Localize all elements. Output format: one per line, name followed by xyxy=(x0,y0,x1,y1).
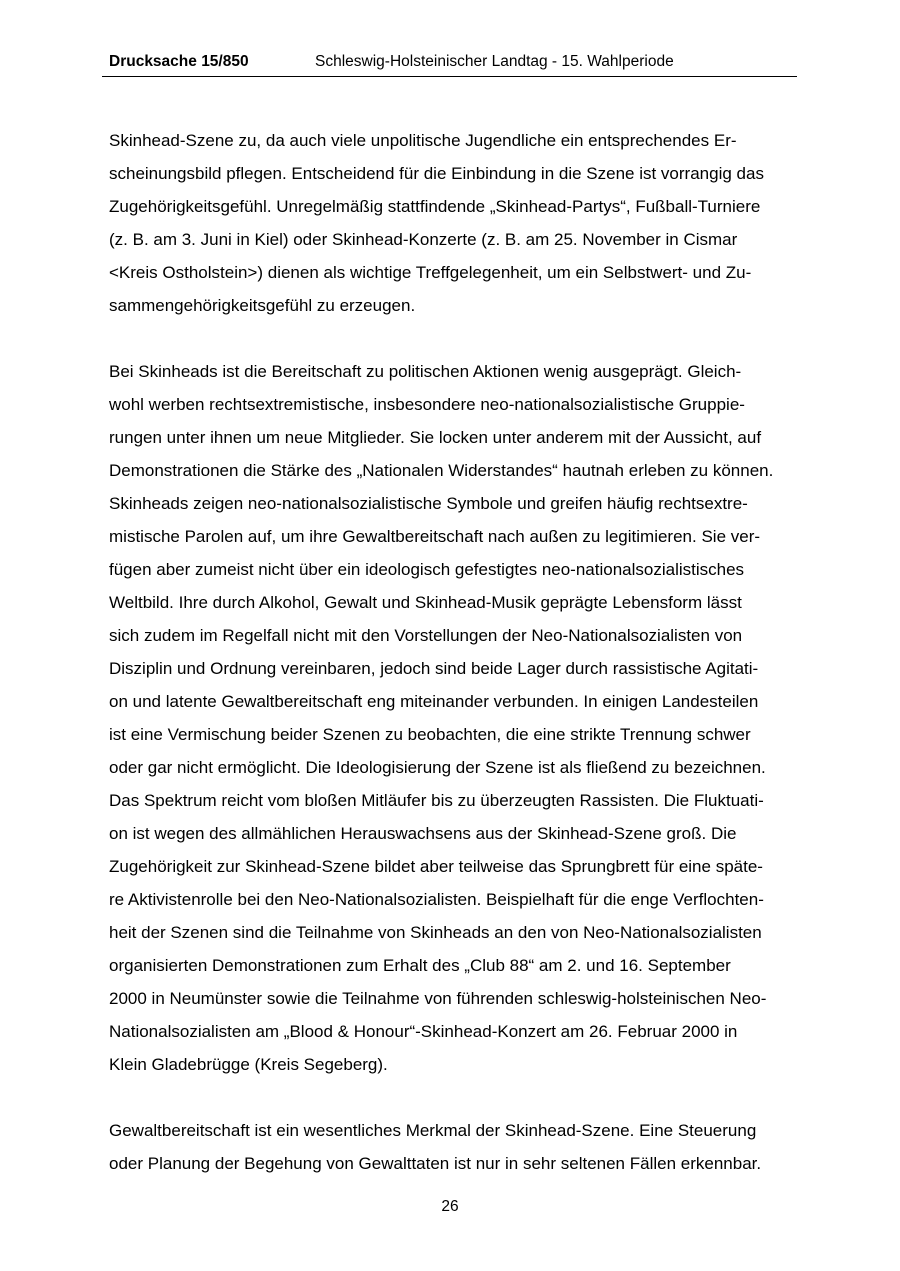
text-line: Skinhead-Szene zu, da auch viele unpolitische Jugendliche ein entsprechendes Er- xyxy=(109,131,737,150)
text-line: Bei Skinheads ist die Bereitschaft zu politischen Aktionen wenig ausgeprägt. Gleich- xyxy=(109,362,742,381)
text-line: on und latente Gewaltbereitschaft eng miteinander verbunden. In einigen Landesteilen xyxy=(109,692,759,711)
paragraph-1 xyxy=(109,124,797,322)
document-number: Drucksache 15/850 xyxy=(109,53,249,70)
text-line: Zugehörigkeitsgefühl. Unregelmäßig stattfindende „Skinhead-Partys“, Fußball-Turniere xyxy=(109,197,761,216)
paragraph-2 xyxy=(109,355,797,1081)
page-number: 26 xyxy=(441,1198,459,1215)
text-line: wohl werben rechtsextremistische, insbesondere neo-nationalsozialistische Gruppie- xyxy=(109,395,745,414)
text-line: Klein Gladebrügge (Kreis Segeberg). xyxy=(109,1055,388,1074)
text-line: Weltbild. Ihre durch Alkohol, Gewalt und Skinhead-Musik geprägte Lebensform lässt xyxy=(109,593,742,612)
text-line: Gewaltbereitschaft ist ein wesentliches Merkmal der Skinhead-Szene. Eine Steuerung xyxy=(109,1121,757,1140)
text-line: re Aktivistenrolle bei den Neo-Nationalsozialisten. Beispielhaft für die enge Verflochten- xyxy=(109,890,764,909)
text-line: mistische Parolen auf, um ihre Gewaltbereitschaft nach außen zu legitimieren. Sie ver- xyxy=(109,527,761,546)
text-line: Demonstrationen die Stärke des „Nationalen Widerstandes“ hautnah erleben zu können. xyxy=(109,461,774,480)
text-line: 2000 in Neumünster sowie die Teilnahme von führenden schleswig-holsteinischen Neo- xyxy=(109,989,767,1008)
page-header xyxy=(102,50,797,77)
text-line: Skinheads zeigen neo-nationalsozialistische Symbole und greifen häufig rechtsextre- xyxy=(109,494,748,513)
paragraph-gap xyxy=(109,1081,797,1114)
text-line: sammengehörigkeitsgefühl zu erzeugen. xyxy=(109,296,416,315)
text-line: <Kreis Ostholstein>) dienen als wichtige Treffgelegenheit, um ein Selbstwert- und Zu- xyxy=(109,263,752,282)
text-line: scheinungsbild pflegen. Entscheidend für die Einbindung in die Szene ist vorrangig das xyxy=(109,164,764,183)
text-line: Nationalsozialisten am „Blood & Honour“-Skinhead-Konzert am 26. Februar 2000 in xyxy=(109,1022,738,1041)
paragraph-3 xyxy=(109,1114,797,1180)
paragraph-gap xyxy=(109,322,797,355)
text-line: rungen unter ihnen um neue Mitglieder. Sie locken unter anderem mit der Aussicht, auf xyxy=(109,428,762,447)
text-line: organisierten Demonstrationen zum Erhalt des „Club 88“ am 2. und 16. September xyxy=(109,956,731,975)
text-line: oder Planung der Begehung von Gewalttaten ist nur in sehr seltenen Fällen erkennbar. xyxy=(109,1154,762,1173)
text-line: fügen aber zumeist nicht über ein ideologisch gefestigtes neo-nationalsozialistisches xyxy=(109,560,745,579)
text-line: (z. B. am 3. Juni in Kiel) oder Skinhead-Konzerte (z. B. am 25. November in Cismar xyxy=(109,230,738,249)
text-line: sich zudem im Regelfall nicht mit den Vorstellungen der Neo-Nationalsozialisten von xyxy=(109,626,743,645)
text-line: Zugehörigkeit zur Skinhead-Szene bildet aber teilweise das Sprungbrett für eine späte- xyxy=(109,857,763,876)
text-line: Disziplin und Ordnung vereinbaren, jedoch sind beide Lager durch rassistische Agitati- xyxy=(109,659,759,678)
text-line: oder gar nicht ermöglicht. Die Ideologisierung der Szene ist als fließend zu bezeichnen. xyxy=(109,758,766,777)
text-line: on ist wegen des allmählichen Herauswachsens aus der Skinhead-Szene groß. Die xyxy=(109,824,737,843)
text-line: ist eine Vermischung beider Szenen zu beobachten, die eine strikte Trennung schwer xyxy=(109,725,751,744)
document-body xyxy=(109,124,797,1180)
document-title: Schleswig-Holsteinischer Landtag - 15. Wahlperiode xyxy=(315,53,674,70)
text-line: heit der Szenen sind die Teilnahme von Skinheads an den von Neo-Nationalsozialisten xyxy=(109,923,762,942)
text-line: Das Spektrum reicht vom bloßen Mitläufer bis zu überzeugten Rassisten. Die Fluktuati- xyxy=(109,791,764,810)
